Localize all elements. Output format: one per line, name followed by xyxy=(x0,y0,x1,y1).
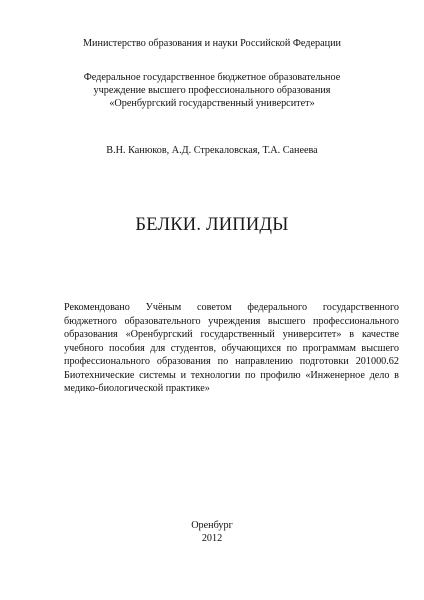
institution-line-3: «Оренбургский государственный университет» xyxy=(109,98,315,109)
institution-name xyxy=(0,71,424,110)
recommendation-text: Рекомендовано Учёным советом федерального государственного бюджетного образовательного учреждения высшего профессионального образования «Оренбургский государственный университет» в качестве учебного пособия для студентов, обучающихся по программам высшего профессионального образования по направлению подготовки 201000.62 Биотехнические системы и технологии по профилю «Инженерное дело в медико-биологической практике» xyxy=(64,302,399,394)
imprint-year: 2012 xyxy=(201,533,223,544)
institution-line-2: учреждение высшего профессионального образования xyxy=(93,85,331,96)
institution-line-1: Федеральное государственное бюджетное образовательное xyxy=(83,72,341,83)
document-title: БЕЛКИ. ЛИПИДЫ xyxy=(135,215,289,235)
ministry-header: Министерство образования и науки Российской Федерации xyxy=(82,38,341,49)
authors: В.Н. Канюков, А.Д. Стрекаловская, Т.А. Санеева xyxy=(106,145,318,156)
imprint-city: Оренбург xyxy=(191,520,233,531)
